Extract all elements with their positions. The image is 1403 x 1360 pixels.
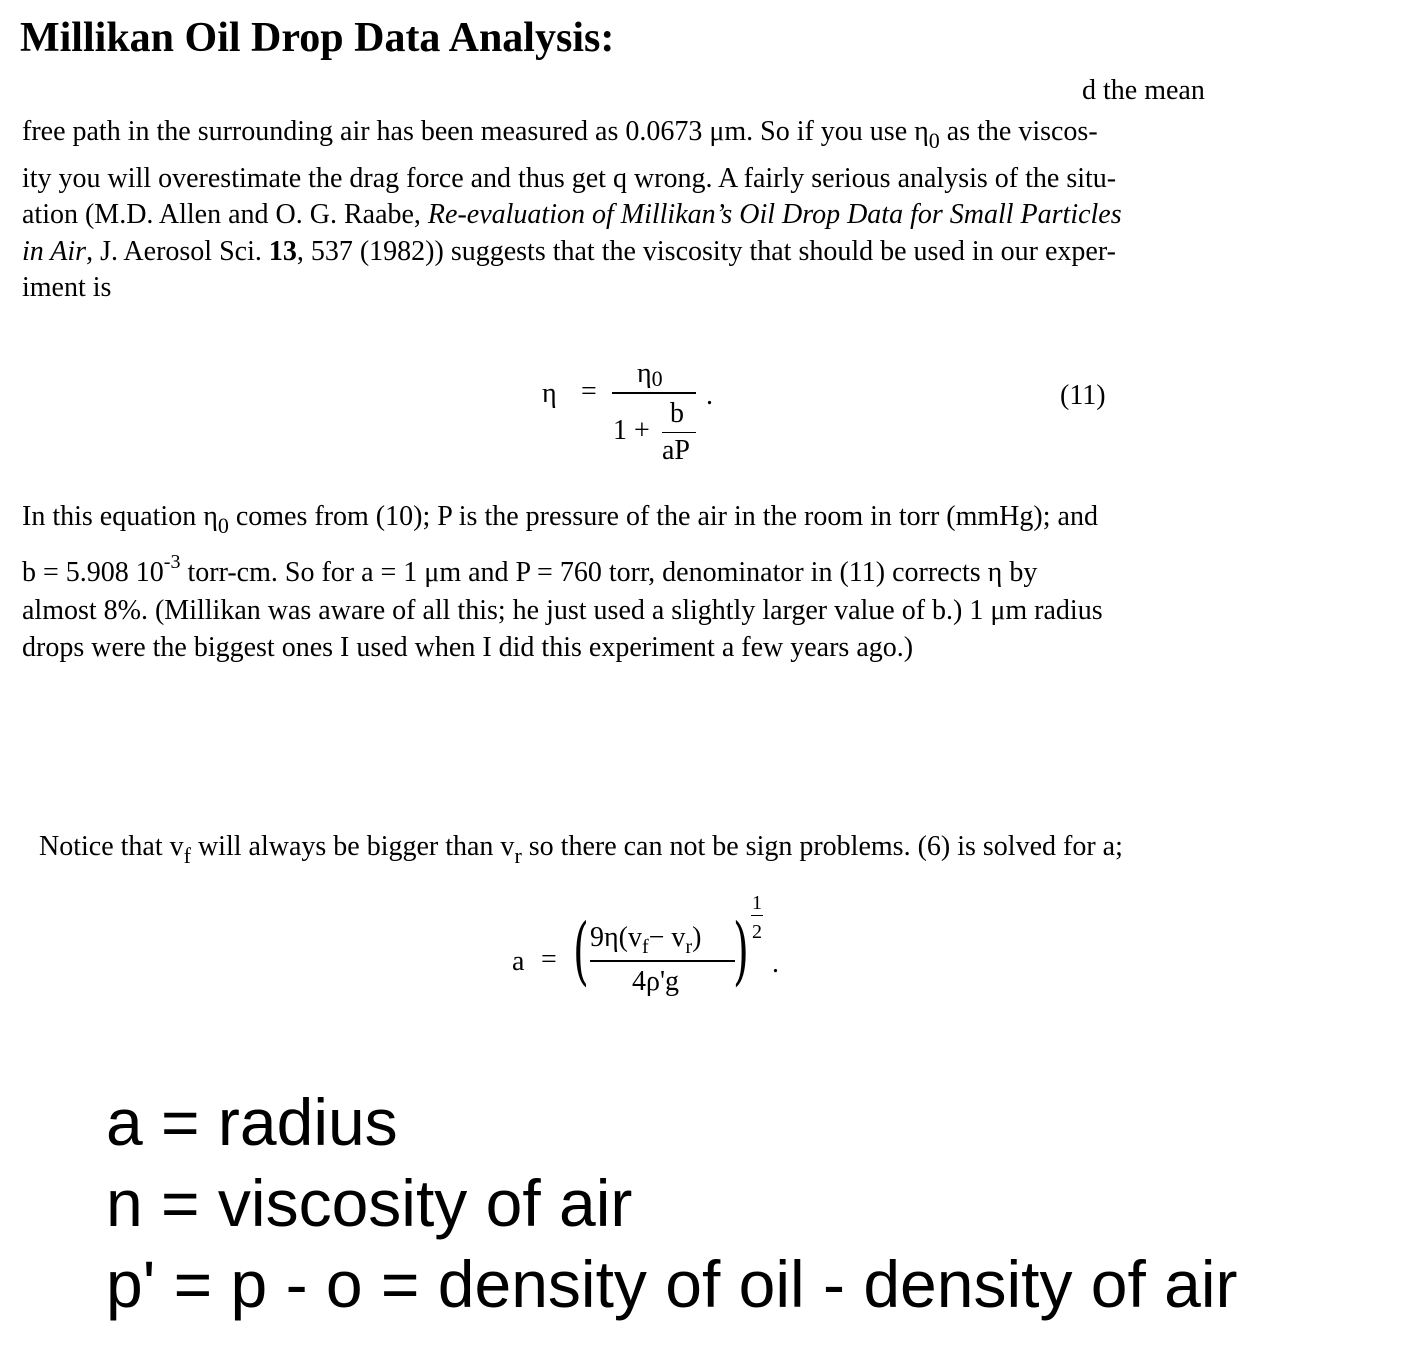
para1-line3: ation (M.D. Allen and O. G. Raabe, Re-evaluation of Millikan’s Oil Drop Data for Small Particles <box>22 199 1122 230</box>
eq11-lhs: η <box>542 378 557 409</box>
eq11-label: (11) <box>1060 380 1106 411</box>
para1-line5: iment is <box>22 272 112 303</box>
eq6-dot: . <box>772 948 779 979</box>
para2-line4: drops were the biggest ones I used when I did this experiment a few years ago.) <box>22 632 914 663</box>
page-title: Millikan Oil Drop Data Analysis: <box>20 15 615 61</box>
eq11-den-b: b <box>670 398 684 429</box>
para3-line: Notice that $v_f$ will always be bigger than $v_r$ so there can not be sign problems. (6) is solved for a; <box>39 831 1123 868</box>
eq6-fraction-bar <box>590 960 735 962</box>
eq11-equals: = <box>581 376 597 407</box>
para2-line3: almost 8%. (Millikan was aware of all this; he just used a slightly larger value of b.) 1 μm radius <box>22 595 1103 626</box>
para1-line1: free path in the surrounding air has been measured as 0.0673 μm. So if you use $\eta_0$ as the viscos- <box>22 116 1098 153</box>
eq6-exp-den: 2 <box>752 921 762 943</box>
note-density: p' = p - o = density of oil - density of air <box>106 1247 1238 1321</box>
para1-line4: in Air, J. Aerosol Sci. 13, 537 (1982)) suggests that the viscosity that should be used in our exper- <box>22 236 1116 267</box>
eq11-dot: . <box>706 380 713 411</box>
paper-title: Re-evaluation of Millikan’s Oil Drop Data for Small Particles <box>427 199 1122 230</box>
eq11-numerator: η0 <box>637 358 663 391</box>
note-viscosity: n = viscosity of air <box>106 1166 633 1240</box>
eq11-fraction-bar <box>612 392 696 394</box>
eq11-den-aP: aP <box>662 435 690 466</box>
eq6-lhs: a <box>512 946 525 977</box>
eq6-denominator: 4ρ'g <box>632 966 680 997</box>
eq11-inner-bar <box>662 432 696 433</box>
eq6-left-paren: ( <box>573 908 589 994</box>
para1-line0: d the mean <box>1082 75 1205 106</box>
eq11-den-one: 1 + <box>613 415 650 446</box>
para1-line2: ity you will overestimate the drag force and thus get q wrong. A fairly serious analysis of the situ- <box>22 163 1117 194</box>
eq6-right-paren: ) <box>733 908 749 994</box>
eq6-equals: = <box>541 944 557 975</box>
eq6-numerator: $9\eta(v_f- v_r)$ <box>590 922 702 958</box>
para2-line1: In this equation $\eta_0$ comes from (10); P is the pressure of the air in the room in torr (mmHg); and <box>22 501 1098 538</box>
note-radius: a = radius <box>106 1085 398 1159</box>
eq6-exp-num: 1 <box>752 892 762 914</box>
eq6-exp-bar <box>751 915 763 916</box>
para2-line2: b = 5.908 $10^{-3}$ torr-cm. So for a = 1 μm and P = 760 torr, denominator in (11) corrects η by <box>22 551 1038 588</box>
